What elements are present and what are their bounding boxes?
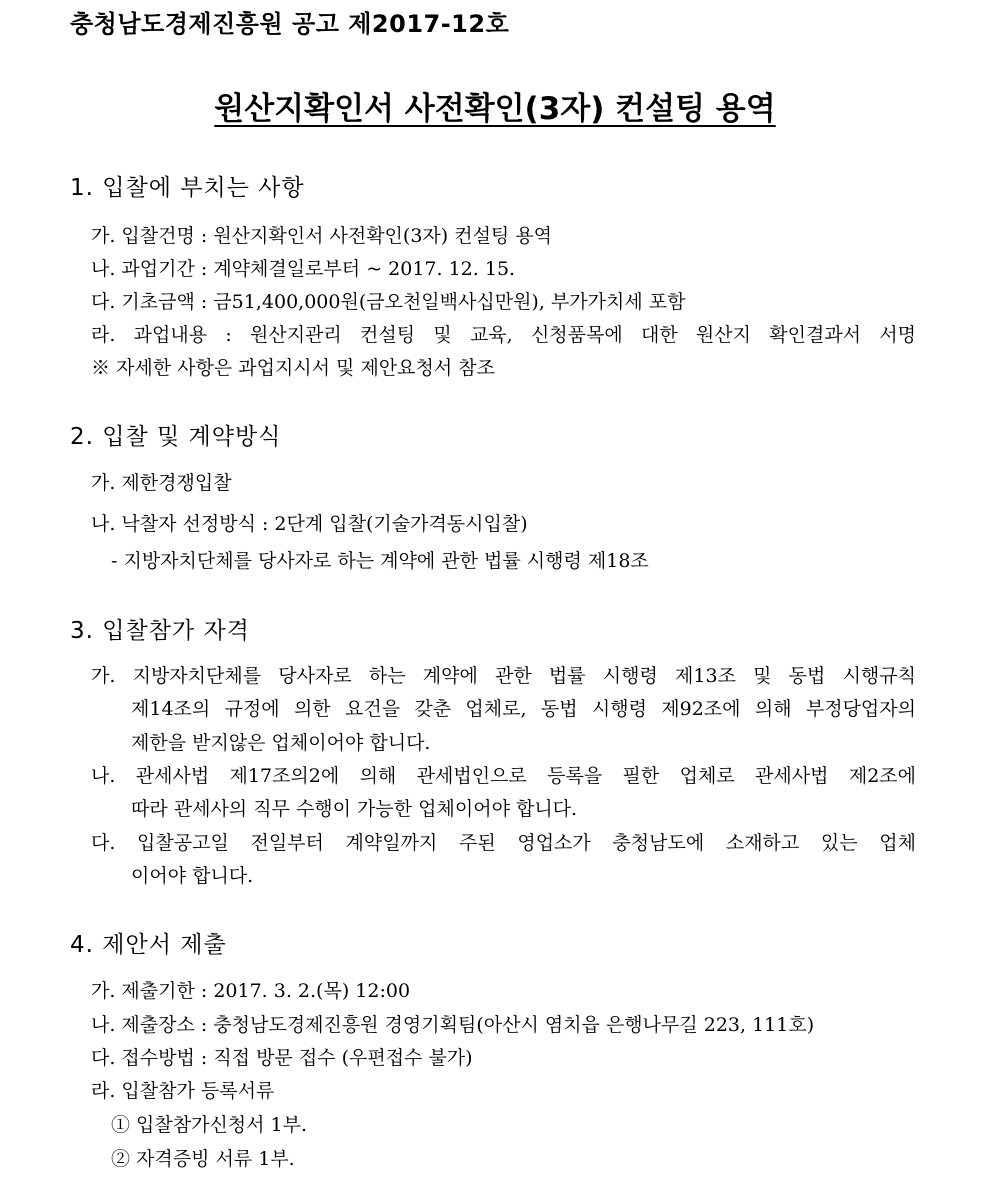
legal-basis-line: - 지방자치단체를 당사자로 하는 계약에 관한 법률 시행령 제18조 <box>111 550 649 572</box>
submission-deadline-line: 가. 제출기한 : 2017. 3. 2.(목) 12:00 <box>91 980 411 1002</box>
eligibility-c-line-1: 다. 입찰공고일 전일부터 계약일까지 주된 영업소가 충청남도에 소재하고 있는 업체 <box>91 832 916 854</box>
selection-method-line: 나. 낙찰자 선정방식 : 2단계 입찰(기술가격동시입찰) <box>91 513 528 535</box>
section-heading-contract-method: 2. 입찰 및 계약방식 <box>70 424 282 450</box>
section-heading-proposal-submission: 4. 제안서 제출 <box>70 932 227 958</box>
document-title-text: 원산지확인서 사전확인(3자) 컨설팅 용역 <box>214 91 776 127</box>
registration-documents-line: 라. 입찰참가 등록서류 <box>91 1080 275 1102</box>
receipt-method-line: 다. 접수방법 : 직접 방문 접수 (우편접수 불가) <box>91 1047 473 1069</box>
eligibility-a-line-2: 제14조의 규정에 의한 요건을 갖춘 업체로, 동법 시행령 제92조에 의해 부정당업자의 <box>131 698 916 720</box>
eligibility-b-line-1: 나. 관세사법 제17조의2에 의해 관세법인으로 등록을 필한 업체로 관세사법 제2조에 <box>91 765 916 787</box>
submission-place-line: 나. 제출장소 : 충청남도경제진흥원 경영기획팀(아산시 염치읍 은행나무길 223, 111호) <box>91 1014 815 1036</box>
eligibility-a-line-1: 가. 지방자치단체를 당사자로 하는 계약에 관한 법률 시행령 제13조 및 동법 시행규칙 <box>91 665 916 687</box>
document-item-application: ① 입찰참가신청서 1부. <box>111 1114 308 1136</box>
document-title <box>0 86 990 132</box>
eligibility-a-line-3: 제한을 받지않은 업체이어야 합니다. <box>131 732 431 754</box>
document-item-qualification: ② 자격증빙 서류 1부. <box>111 1148 295 1170</box>
eligibility-b-line-2: 따라 관세사의 직무 수행이 가능한 업체이어야 합니다. <box>131 798 578 820</box>
eligibility-c-line-2: 이어야 합니다. <box>131 865 254 887</box>
base-amount-line: 다. 기초금액 : 금51,400,000원(금오천일백사십만원), 부가가치세 포함 <box>91 291 686 313</box>
bid-name-line: 가. 입찰건명 : 원산지확인서 사전확인(3자) 컨설팅 용역 <box>91 225 553 247</box>
reference-note-line: ※ 자세한 사항은 과업지시서 및 제안요청서 참조 <box>91 357 495 379</box>
task-content-line: 라. 과업내용 : 원산지관리 컨설팅 및 교육, 신청품목에 대한 원산지 확인결과서 서명 <box>91 324 916 346</box>
section-heading-eligibility: 3. 입찰참가 자격 <box>70 618 250 644</box>
notice-number: 충청남도경제진흥원 공고 제2017-12호 <box>70 10 510 38</box>
task-period-line: 나. 과업기간 : 계약체결일로부터 ~ 2017. 12. 15. <box>91 258 516 280</box>
section-heading-bidding-items: 1. 입찰에 부치는 사항 <box>70 175 305 201</box>
limited-competition-line: 가. 제한경쟁입찰 <box>91 472 232 494</box>
